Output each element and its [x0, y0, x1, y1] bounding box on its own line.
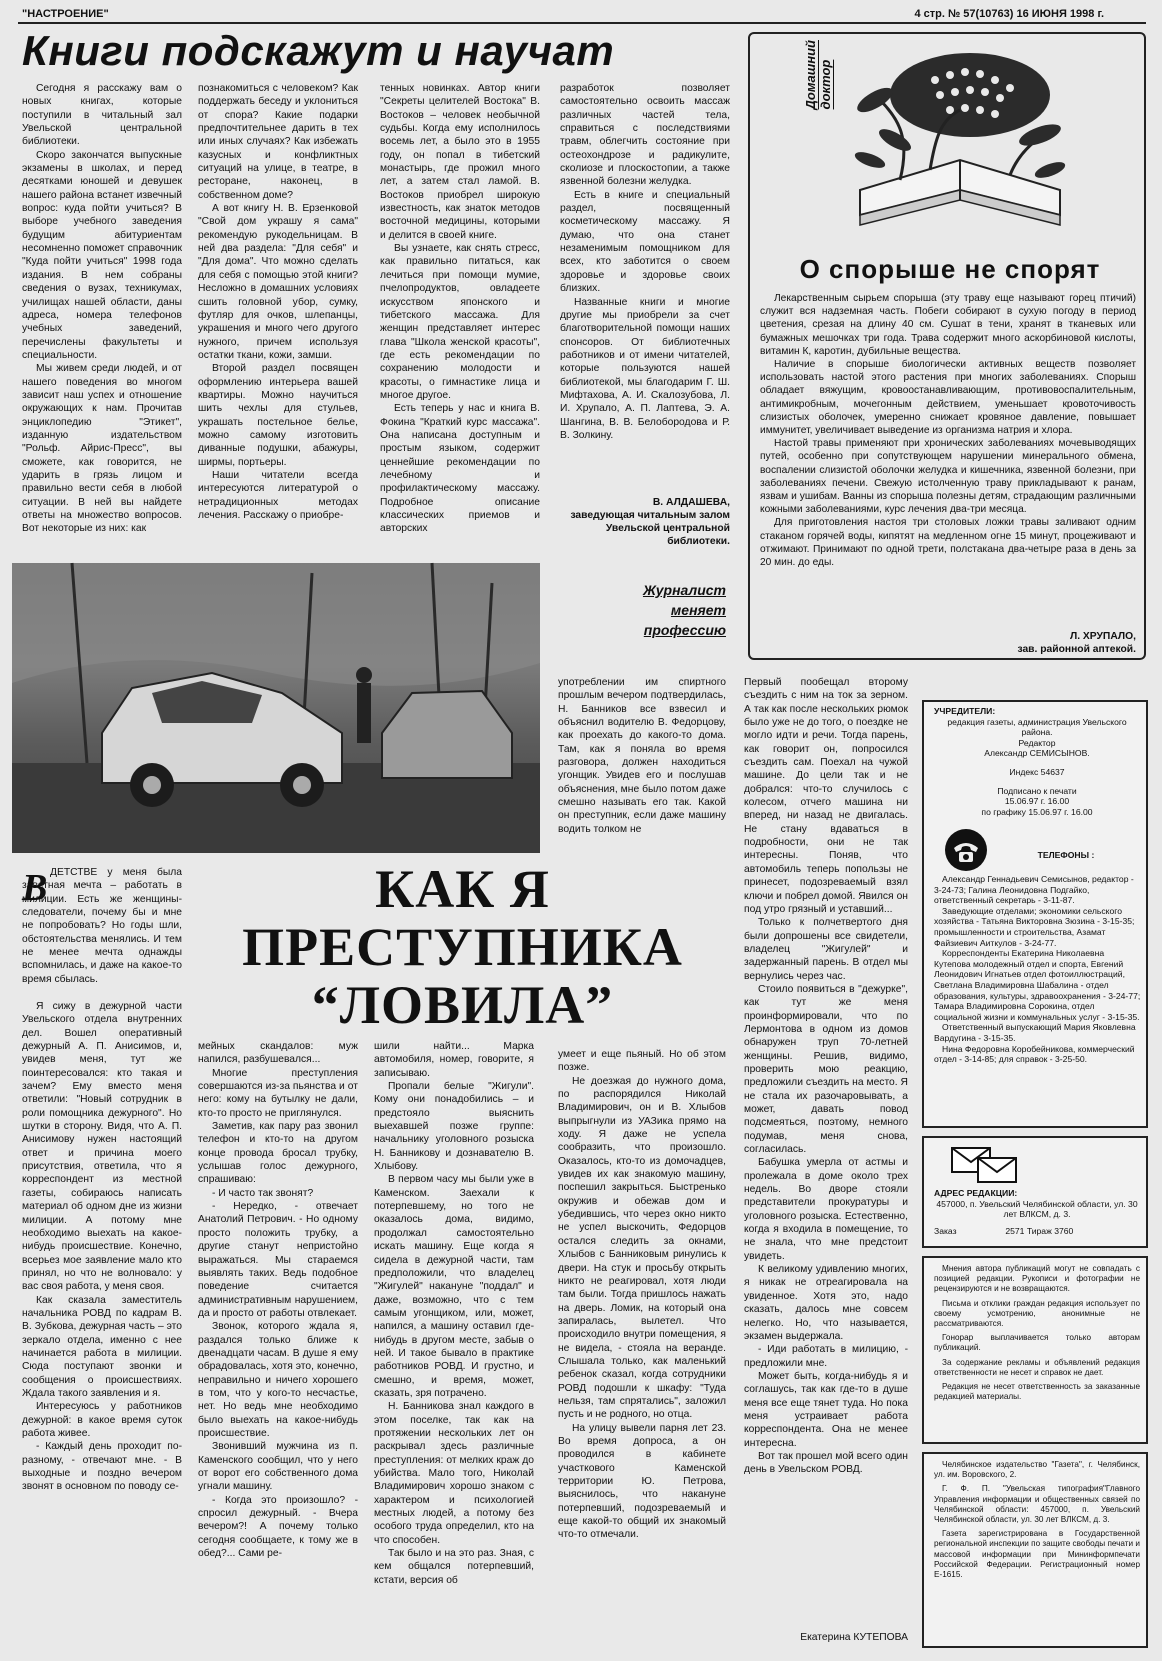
doctor-author: Л. ХРУПАЛО, зав. районной аптекой.: [1017, 631, 1136, 655]
books-title: Книги подскажут и научат: [22, 27, 615, 74]
book-flowers-illustration: [840, 40, 1080, 250]
books-col-1: Сегодня я расскажу вам о новых книгах, которые поступили в читальный зал Увельской центральной библиотеки. Скоро закончатся выпускные экзамены в школах, и перед десятками юношей и девушек нашего района встанет извечный вопрос: куда пойти учиться? В выборе учебного заведения будущим абитуриентам несомненно поможет справочник "Куда пойти учиться" 1998 года издания. В нем собраны сведения о вузах, техникумах, училищах нашей области, даны адреса, номера телефонов учебных заведений, перечислены факультеты и специальности. Мы живем среди людей, и от нашего поведения во многом зависит наш успех и отношение окружающих к нам. Прочитав энциклопедию "Этикет", изданную издательством "Рольф. Айрис-Пресс", вы сможете, как говорится, не ударить в грязь лицом и правильно вести себя в любой ситуации. В ней вы найдете ответы на множество вопросов. Вот некоторые из них: как: [22, 83, 182, 535]
doctor-title: О спорыше не спорят: [799, 254, 1101, 284]
crime-col-3: шили найти... Марка автомобиля, номер, говорите, я записываю. Пропали белые "Жигули". Кому они понадобились – и предстояло выяснить выехавшей позже группе: начальнику уголовного розыска Н. Банникову и дознавателю В. Хлыбову. В первом часу мы были уже в Каменском. Заехали к потерпевшему, но того не оказалось дома, видимо, продолжал самостоятельно искать машину. Еще когда я сидела в дежурной части, там предположили, что владелец "Жигулей" накануне "поддал" и даже, возможно, что с тем самым угонщиком, или, может, напился, а машину оставил где-нибудь в другом месте, забыв о ней. И такое бывало в практике работников РОВД. И грустно, и смешно, и время, может, сказать, зря потрачено. Н. Банникова знал каждого в этом поселке, так как на протяжении нескольких лет он раскрывал здесь различные преступления: от мелких краж до убийства. Мало того, Николай Владимирович хорошо знаком с характером и психологией местных людей, а потому без особого труда определил, кто на что способен. Так было и на это раз. Зная, с кем общался потерпевший, кстати, версия об: [374, 1041, 534, 1586]
printing-text: Челябинское издательство "Газета", г. Челябинск, ул. им. Воровского, 2. Г. Ф. П. "Увельская типография"Главного Управления информации и общественных связей по Челябинской области: 457000, п. Увельский Челябинской области, ул. 30 лет ВЛКСМ, д. 3. Газета зарегистрирована в Государственной региональной инспекции по защите свободы печати и массовой информации при Мининформпечати Российской Федерации. Регистрационный номер Е-1615.: [934, 1460, 1140, 1580]
crime-col-1: Я сижу в дежурной части Увельского отдела внутренних дел. Вошел оперативный дежурный А. П. Анисимов, и, увидев меня, тут же поинтересовался: кто такая и зачем? Ему вместо меня ответили: "Новый сотрудник в роли помощника дежурного". Но шутки в сторону. Видя, что А. П. Анисимову нужен настоящий ответ и причина моего присутствия, ответила, что я корреспондент из местной газеты, собираюсь написать материал об одном дне из жизни милиции. А потому мне необходимо выехать на какое-нибудь происшествие. Конечно, всерьез мое заявление мало кто принял, но что не волновало: у вас своя работа, у меня своя. Как сказала заместитель начальника РОВД по кадрам В. В. Зубкова, дежурная часть – это зеркало отдела, именно с нее начинается работа в милиции. Сюда поступают звонки и сообщения о происшествиях. Ждала такого заявления и я. Интересуюсь у работников дежурной: в какое время суток работа живее. - Каждый день проходит по-разному, - отвечают мне. - В выходные и поздно вечером звонят в основном по поводу се-: [22, 1001, 182, 1493]
phones-list: Александр Геннадьевич Семисынов, редактор - 3-24-73; Галина Леонидовна Подгайко, ответственный секретарь - 3-11-87. Заведующие отделами; экономики сельского хозяйства - Татьяна Викторовна Зюзина - 3-15-35; промышленности и строительства, Азамат Файзиевич Аиткулов - 3-24-77. Корреспонденты Екатерина Николаевна Кутепова молодежный отдел и спорта, Евгений Леонидович Игнатьев отдел фотоиллюстраций, Светлана Владимировна Шабалина - отдел образования, культуры, здравоохранения - 3-24-77; Тамара Владимировна Сорокина, отдел социальной жизни и коммунальных услуг - 3-15-35. Ответственный выпускающий Мария Яковлевна Вардугина - 3-15-35. Нина Федоровна Коробейникова, коммерческий отдел - 3-14-85; для справок - 3-25-50.: [934, 874, 1141, 1065]
crime-author: Екатерина КУТЕПОВА: [800, 1632, 908, 1643]
doctor-text: Лекарственным сырьем спорыша (эту траву еще называют горец птичий) служит вся надземная часть. Побеги собирают в сухую погоду в период цветения, срезая на длину 40 см. Сушат в тени, хранят в тканевых или бумажных мешочках три года. Трава содержит много аскорбиновой кислоты, витамин К, каротин, дубильные вещества. Наличие в спорыше биологически активных веществ позволяет использовать настой этого растения при многих заболеваниях. Спорыш обладает вяжущим, кровоостанавливающим, противовоспалительным, антимикробным, мочегонным действием, уменьшает кровоточивость слизистых оболочек, умеренно снижает кровяное давление, повышает иммунитет, увеличивает выведение из организма натрия и хлора. Настой травы применяют при хронических заболеваниях мочевыводящих путей, особенно при сопутствующем нарушении минерального обмена, воспалении слизистой оболочки желудка и кишечника, язвенной болезни, при заболеваниях печени. Свежую истолченную траву прикладывают к ранам, язвам и ушибам. Ванны из спорыша полезны детям, страдающим различными кожными заболеваниями, курс лечения два-три месяца. Для приготовления настоя три столовых ложки травы заливают одним стаканом горячей воды, кипятят на медленном огне 15 минут, процеживают и отжимают. Принимают по одной трети, полстакана два-четыре раза в день за 20 мин. до еды.: [760, 293, 1136, 569]
phone-icon: [944, 828, 988, 872]
phones-label: ТЕЛЕФОНЫ :: [1037, 850, 1095, 860]
founders: УЧРЕДИТЕЛИ: редакция газеты, администрация Увельского района. Редактор Александр СЕМИСЫНОВ. Индекс 54637 Подписано к печати 15.06.97 г. 16.00 по графику 15.06.97 г. 16.00: [934, 706, 1127, 817]
car-crash-photo: [12, 563, 540, 853]
crime-col-5: Первый пообещал второму съездить с ним на ток за зерном. А так как после нескольких рюмок было уже не до того, о поездке не могло идти и речи. Тогда парень, как говорит он, попросился съездить сам. Поехал на чужой машине. До цели так и не добрался: что-то случилось с колесом, отчего машина ни вперед, ни назад не двигалась. Не стану вдаваться в подробности, они не так интересны. Поняв, что автомобиль теперь попользы не принесет, подозреваемый взял ключи и побрел домой. Явился он под утро грязный и уставший... Только к полчетвертого дня были допрошены все свидетели, владелец "Жигулей" и задержанный парень. В отдел мы вернулись через час. Стоило появиться в "дежурке", как тут же меня проинформировали, что по Лермонтова в одном из домов обнаружен труп 70-летней женщины. Решив, видимо, проверить мою реакцию, предложили съездить на место. Я не стала их разочаровывать, а может, давать повод подсмеяться, поэтому, немного подумав, меня снова, согласилась. Бабушка умерла от астмы и пролежала в доме около трех недель. Во дворе стояли представители прокуратуры и уголовного розыска. Естественно, когда я входила в помещение, то не знала, что мне предстоит увидеть. К великому удивлению многих, я никак не отреагировала на увиденное. Хотя это, надо сказать, далось мне совсем нелегко. Но, что называется, экзамен выдержала. - Иди работать в милицию, - предложили мне. Может быть, когда-нибудь я и соглашусь, так как где-то в душе меня все еще тянет туда. Но пока меня устраивает работа корреспондента. Она не менее интересна. Вот так прошел мой всего один день в Увельском РОВД.: [744, 677, 908, 1476]
books-author: В. АЛДАШЕВА, заведующая читальным залом Увельской центральной библиотеки.: [570, 497, 730, 547]
car-crash-scene: [12, 563, 540, 853]
books-col-2: познакомиться с человеком? Как поддержать беседу и уклониться от спора? Какие подарки предпочтительнее дарить в тех или иных случаях? Как избежать казусных и конфликтных ситуаций на улице, в театре, в ресторане, наконец, в собственном доме? А вот книгу Н. В. Ерзенковой "Свой дом украшу я сама" рекомендую рукодельницам. В ней два раздела: "Для себя" и "Для дома". Что можно сделать для себя с помощью этой книги? Несложно в домашних условиях сшить головной убор, сумку, футляр для очков, шлепанцы, украшения и много чего другого нужного, причем используя остатки ткани, кожи, замши. Второй раздел посвящен оформлению интерьера вашей квартиры. Можно научиться шить чехлы для стульев, украшать постельное белье, можно самому изготовить диванные подушки, абажуры, ширмы, портьеры. Наши читатели всегда интересуются литературой о нетрадиционных методах лечения. Расскажу о приобре-: [198, 83, 358, 521]
crime-kicker: Журналист меняет профессию: [642, 582, 726, 638]
page-header: [0, 8, 1162, 22]
order-run: Заказ 2571 Тираж 3760: [934, 1225, 1074, 1236]
crime-col-2: мейных скандалов: муж напился, разбушевался... Многие преступления совершаются из-за пьянства и от него: кому на бутылку не дали, кто-то просто не приглянулся. Заметив, как пару раз звонил телефон и кто-то на другом конце провода бросал трубку, услышав голос дежурного, спрашиваю: - И часто так звонят? - Нередко, - отвечает Анатолий Петрович. - Но одному просто положить трубку, а другие станут непристойно выражаться. Мы стараемся выявлять таких. Ведь подобное поведение считается административным нарушением, да и просто от работы отвлекает. Звонок, которого ждала я, раздался только ближе к двенадцати часам. В душе я ему обрадовалась, хотя это, конечно, неправильно и ничего хорошего в том, что у кого-то несчастье, нет. Но ведь мне необходимо было выехать на какое-нибудь происшествие. Звонивший мужчина из п. Каменского сообщил, что у него от ворот его собственного дома угнали машину. - Когда это произошло? - спросил дежурный. - Вчера вечером?! А почему только сегодня сообщаете, к тому же в обед?... Сами ре-: [198, 1041, 358, 1560]
crime-headline: КАК Я ПРЕСТУПНИКА “ЛОВИЛА”: [242, 859, 683, 1035]
section-name: "НАСТРОЕНИЕ": [22, 8, 109, 20]
envelopes-icon: [950, 1146, 1020, 1186]
books-col-3: тенных новинках. Автор книги "Секреты целителей Востока" В. Востоков – человек необычной судьбы. Когда ему исполнилось восемь лет, а было это в 1955 году, он попал в тибетский монастырь, где прожил много лет, а затем стал ламой. В. Востоков приобрел широкую известность, как знаток методов восточной медицины, которыми и делится в своей книге. Вы узнаете, как снять стресс, как правильно питаться, как лечиться при помощи мумие, пчелопродуктов, овладеете искусством японского и тибетского массажа. Для женщин представляет интерес глава "Школа женской красоты", где есть рекомендации по сохранению молодости и красоты, о гимнастике лица и многое другое. Есть теперь у нас и книга В. Фокина "Краткий курс массажа". Она написана доступным и простым языком, содержит ценнейшие рекомендации по лечебному и профилактическому массажу. Подробное описание классических приемов и авторских: [380, 83, 540, 535]
header-rule: [18, 22, 1146, 24]
issue-line: 4 стр. № 57(10763) 16 ИЮНЯ 1998 г.: [914, 8, 1104, 20]
address: АДРЕС РЕДАКЦИИ: 457000, п. Увельский Челябинской области, ул. 30 лет ВЛКСМ, д. 3. Заказ 2571 Тираж 3760: [934, 1188, 1140, 1236]
crime-col-4: употреблении им спиртного прошлым вечером подтвердилась, Н. Банников все взвесил и объяснил водителю В. Федорцову, как проехать до какого-то дома. Там, как я поняла во время разговора, должен находиться угонщик. Увидев его и послушав объяснения, мне было потом даже смешно называть его так. Какой он преступник, если даже машину водить толком не умеет и еще пьяный. Но об этом позже. Не доезжая до нужного дома, по распорядился Николай Владимирович, он и В. Хлыбов выпрыгнули из УАЗика прямо на ходу. Я даже не успела сообразить, что произошло. Оказалось, кто-то из домочадцев, увидев их как знакомую машину, поспешил закрыться. Быстренько окружив и обежав дом и убедившись, что через окно никто не успел выскочить, Федорцов остался следить за окнами, Хлыбов с Банниковым ринулись к двери. На стук и просьбу открыть никто не реагировал, хотя люди там были. Тогда пришлось нажать на дверь. Ломик, на который она запиралась, вылетел. Что происходило внутри помещения, я не видела, - стояла на веранде. Слышала только, как маленький ребенок сказал, когда сотрудники РОВД подошли к шкафу: "Туда нельзя, там спрятались", заложил пусть и не родного, но отца. На улицу вывели парня лет 23. Во время допроса, а он проводился в кабинете участкового Каменской территории Ю. Петрова, выяснилось, что накануне потерпевший, подозреваемый и еще какой-то общий их знакомый что-то отмечали.: [558, 677, 726, 1541]
crime-lead: ДЕТСТВЕ у меня была заветная мечта – работать в милиции. Есть же женщины-следователи, почему бы и мне не попробовать? Но годы шли, обстоятельства менялись. И тем не менее мечта однажды вспомнилась, и даже на какое-то время сбылась.: [22, 867, 182, 985]
dropcap: В: [22, 867, 48, 909]
books-col-4: разработок позволяет самостоятельно освоить массаж различных частей тела, справиться с последствиями травм, облегчить состояние при остеохондрозе и радикулите, сколиозе и плоскостопии, а также язвенной болезни желудка. Есть в книге и специальный раздел, посвященный косметическому массажу. Я думаю, что она станет незаменимым помощником для всех, кто заботится о своем здоровье и здоровье своих близких. Названные книги и многие другие мы приобрели за счет благотворительной помощи наших спонсоров. От библиотечных работников и от имени читателей, которые пользуются нашей библиотекой, мы благодарим Г. Ш. Мифтахова, А. И. Скалозубова, Л. И. Хрупало, А. П. Лаптева, Э. А. Шангина, В. В. Белобородова и Р. В. Золкину.: [560, 83, 730, 441]
disclaimer-text: Мнения автора публикаций могут не совпадать с позицией редакции. Рукописи и фотографии не рецензируются и не возвращаются. Письма и отклики граждан редакция использует по своему усмотрению, анонимные не рассматриваются. Гонорар выплачивается только авторам публикаций. За содержание рекламы и объявлений редакция ответственности не несет и справок не дает. Редакция не несет ответственность за заказанные редакцией материалы.: [934, 1264, 1140, 1402]
doctor-rubric: Домашний доктор: [803, 40, 833, 110]
col4-headline-gap: [558, 836, 726, 1048]
